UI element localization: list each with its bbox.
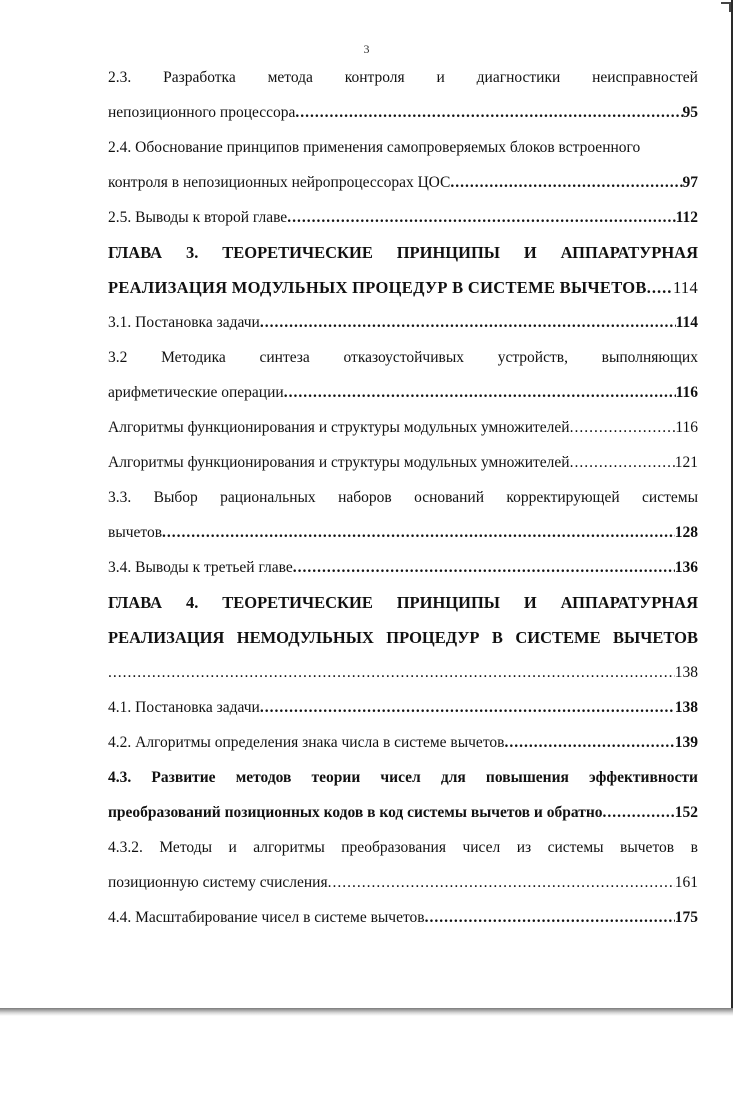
word: 4.3.2. <box>108 839 143 856</box>
toc-entry-3-1 <box>108 311 698 346</box>
word: 2.3. <box>108 69 132 86</box>
toc-chapter-4-line1 <box>108 591 698 626</box>
dot-leader <box>295 101 682 125</box>
page-ref: 138 <box>674 699 698 716</box>
word: Развитие <box>151 769 216 786</box>
word: 4.3. <box>108 769 132 786</box>
page-ref: 152 <box>674 804 698 821</box>
page-ref: 114 <box>672 278 698 297</box>
dot-leader <box>647 276 673 300</box>
dot-leader <box>260 311 676 335</box>
entry-text: 3.4. Выводы к третьей главе <box>108 559 293 576</box>
word: в <box>690 839 698 856</box>
word: для <box>440 769 466 786</box>
word: Методы <box>159 839 212 856</box>
word: контроля <box>344 69 405 86</box>
word: наборов <box>338 489 392 506</box>
toc-chapter-4-line3 <box>108 661 698 696</box>
toc-entry-2-3-line1 <box>108 66 698 101</box>
dot-leader <box>425 906 675 930</box>
page-ref: 97 <box>682 174 698 191</box>
page-ref: 95 <box>682 104 698 121</box>
entry-text: 4.2. Алгоритмы определения знака числа в системе вычетов <box>108 734 505 751</box>
word: РЕАЛИЗАЦИЯ <box>108 628 225 647</box>
word: И <box>523 593 537 612</box>
word: оснований <box>414 489 485 506</box>
word: рациональных <box>220 489 316 506</box>
toc-entry-3-4 <box>108 556 698 591</box>
word: эффективности <box>589 769 698 786</box>
toc-entry-4-1 <box>108 696 698 731</box>
word: системы <box>642 489 698 506</box>
word: Разработка <box>163 69 236 86</box>
word: выполняющих <box>601 349 698 366</box>
word: преобразования <box>341 839 446 856</box>
word: В <box>491 628 503 647</box>
word: ВЫЧЕТОВ <box>613 628 698 647</box>
page-ref: 175 <box>674 909 698 926</box>
dot-leader <box>293 556 675 580</box>
word: АППАРАТУРНАЯ <box>560 593 698 612</box>
entry-text: непозиционного процессора <box>108 104 296 121</box>
toc-chapter-4-line2 <box>108 626 698 661</box>
word: чисел <box>380 769 421 786</box>
toc-entry-2-5 <box>108 206 698 241</box>
toc-entry-multipliers-2 <box>108 451 698 486</box>
word: неисправностей <box>592 69 698 86</box>
word: ПРИНЦИПЫ <box>396 593 501 612</box>
word: ТЕОРЕТИЧЕСКИЕ <box>222 593 373 612</box>
toc-entry-4-3-2-line2 <box>108 871 698 906</box>
word: методов <box>235 769 292 786</box>
word: и <box>228 839 237 856</box>
word: из <box>516 839 532 856</box>
page-ref: 128 <box>674 524 698 541</box>
word: ПРОЦЕДУР <box>386 628 480 647</box>
page-bottom-edge <box>0 1008 733 1016</box>
word: алгоритмы <box>253 839 325 856</box>
word: ГЛАВА <box>108 243 163 262</box>
entry-text: 4.4. Масштабирование чисел в системе вычетов <box>108 909 425 926</box>
word: теории <box>311 769 361 786</box>
toc-entry-multipliers-1 <box>108 416 698 451</box>
toc-entry-2-4-line2 <box>108 171 698 206</box>
dot-leader <box>287 206 675 230</box>
entry-text: 3.1. Постановка задачи <box>108 314 260 331</box>
toc-entry-4-3-line2 <box>108 801 698 836</box>
word: повышения <box>485 769 569 786</box>
dot-leader <box>108 661 675 685</box>
page-ref: 116 <box>675 384 698 401</box>
page-ref: 121 <box>674 454 698 471</box>
entry-text: позиционную систему счисления <box>108 874 328 891</box>
word: НЕМОДУЛЬНЫХ <box>236 628 374 647</box>
page-ref: 116 <box>675 419 698 436</box>
page-ref: 136 <box>674 559 698 576</box>
dot-leader <box>570 451 675 475</box>
word: устройств, <box>497 349 568 366</box>
dot-leader <box>450 171 682 195</box>
page-number: 3 <box>363 42 370 56</box>
toc-entry-4-3-2-line1 <box>108 836 698 871</box>
word: метода <box>267 69 313 86</box>
entry-text: вычетов <box>108 524 163 541</box>
scan-corner-mark <box>721 2 731 12</box>
toc-entry-3-2-line2 <box>108 381 698 416</box>
entry-text: РЕАЛИЗАЦИЯ МОДУЛЬНЫХ ПРОЦЕДУР В СИСТЕМЕ ВЫЧЕТОВ <box>108 278 647 297</box>
toc-entry-2-4-line1: 2.4. Обоснование принципов применения самопроверяемых блоков встроенного <box>108 139 641 156</box>
word: Методика <box>161 349 226 366</box>
entry-text: преобразований позиционных кодов в код системы вычетов и обратно <box>108 804 603 821</box>
word: 3.2 <box>108 349 128 366</box>
word: ГЛАВА <box>108 593 163 612</box>
entry-text: 4.1. Постановка задачи <box>108 699 260 716</box>
word: 3.3. <box>108 489 132 506</box>
toc-chapter-3-line1 <box>108 241 698 276</box>
dot-leader <box>570 416 676 440</box>
page-ref: 139 <box>674 734 698 751</box>
entry-text: контроля в непозиционных нейропроцессорах ЦОС <box>108 174 451 191</box>
toc-entry-4-3-line1 <box>108 766 698 801</box>
table-of-contents <box>108 66 698 941</box>
entry-text: 2.5. Выводы к второй главе <box>108 209 288 226</box>
toc-entry-3-3-line2 <box>108 521 698 556</box>
toc-chapter-3-line2 <box>108 276 698 311</box>
page-ref: 114 <box>675 314 698 331</box>
entry-text: Алгоритмы функционирования и структуры модульных умножителей <box>108 454 570 471</box>
word: и <box>436 69 445 86</box>
word: чисел <box>462 839 501 856</box>
word: 4. <box>185 593 199 612</box>
word: синтеза <box>259 349 310 366</box>
word: корректирующей <box>506 489 620 506</box>
page-ref: 161 <box>674 874 698 891</box>
toc-entry-3-2-line1 <box>108 346 698 381</box>
dot-leader <box>603 801 675 825</box>
word: отказоустойчивых <box>343 349 465 366</box>
toc-entry-2-3-line2 <box>108 101 698 136</box>
word: ТЕОРЕТИЧЕСКИЕ <box>222 243 373 262</box>
toc-entry-4-4 <box>108 906 698 941</box>
word: И <box>523 243 537 262</box>
word: диагностики <box>476 69 561 86</box>
dot-leader <box>328 871 675 895</box>
word: системы <box>547 839 604 856</box>
word: ПРИНЦИПЫ <box>396 243 501 262</box>
page-ref: 138 <box>674 664 698 681</box>
word: 3. <box>185 243 199 262</box>
dot-leader <box>504 731 674 755</box>
toc-entry-4-2 <box>108 731 698 766</box>
entry-text: Алгоритмы функционирования и структуры модульных умножителей <box>108 419 570 436</box>
dot-leader <box>162 521 675 545</box>
page-ref: 112 <box>675 209 698 226</box>
word: вычетов <box>620 839 675 856</box>
toc-entry-3-3-line1 <box>108 486 698 521</box>
word: СИСТЕМЕ <box>515 628 601 647</box>
word: АППАРАТУРНАЯ <box>560 243 698 262</box>
dot-leader <box>284 381 676 405</box>
dot-leader <box>260 696 675 720</box>
word: Выбор <box>153 489 198 506</box>
entry-text: арифметические операции <box>108 384 284 401</box>
